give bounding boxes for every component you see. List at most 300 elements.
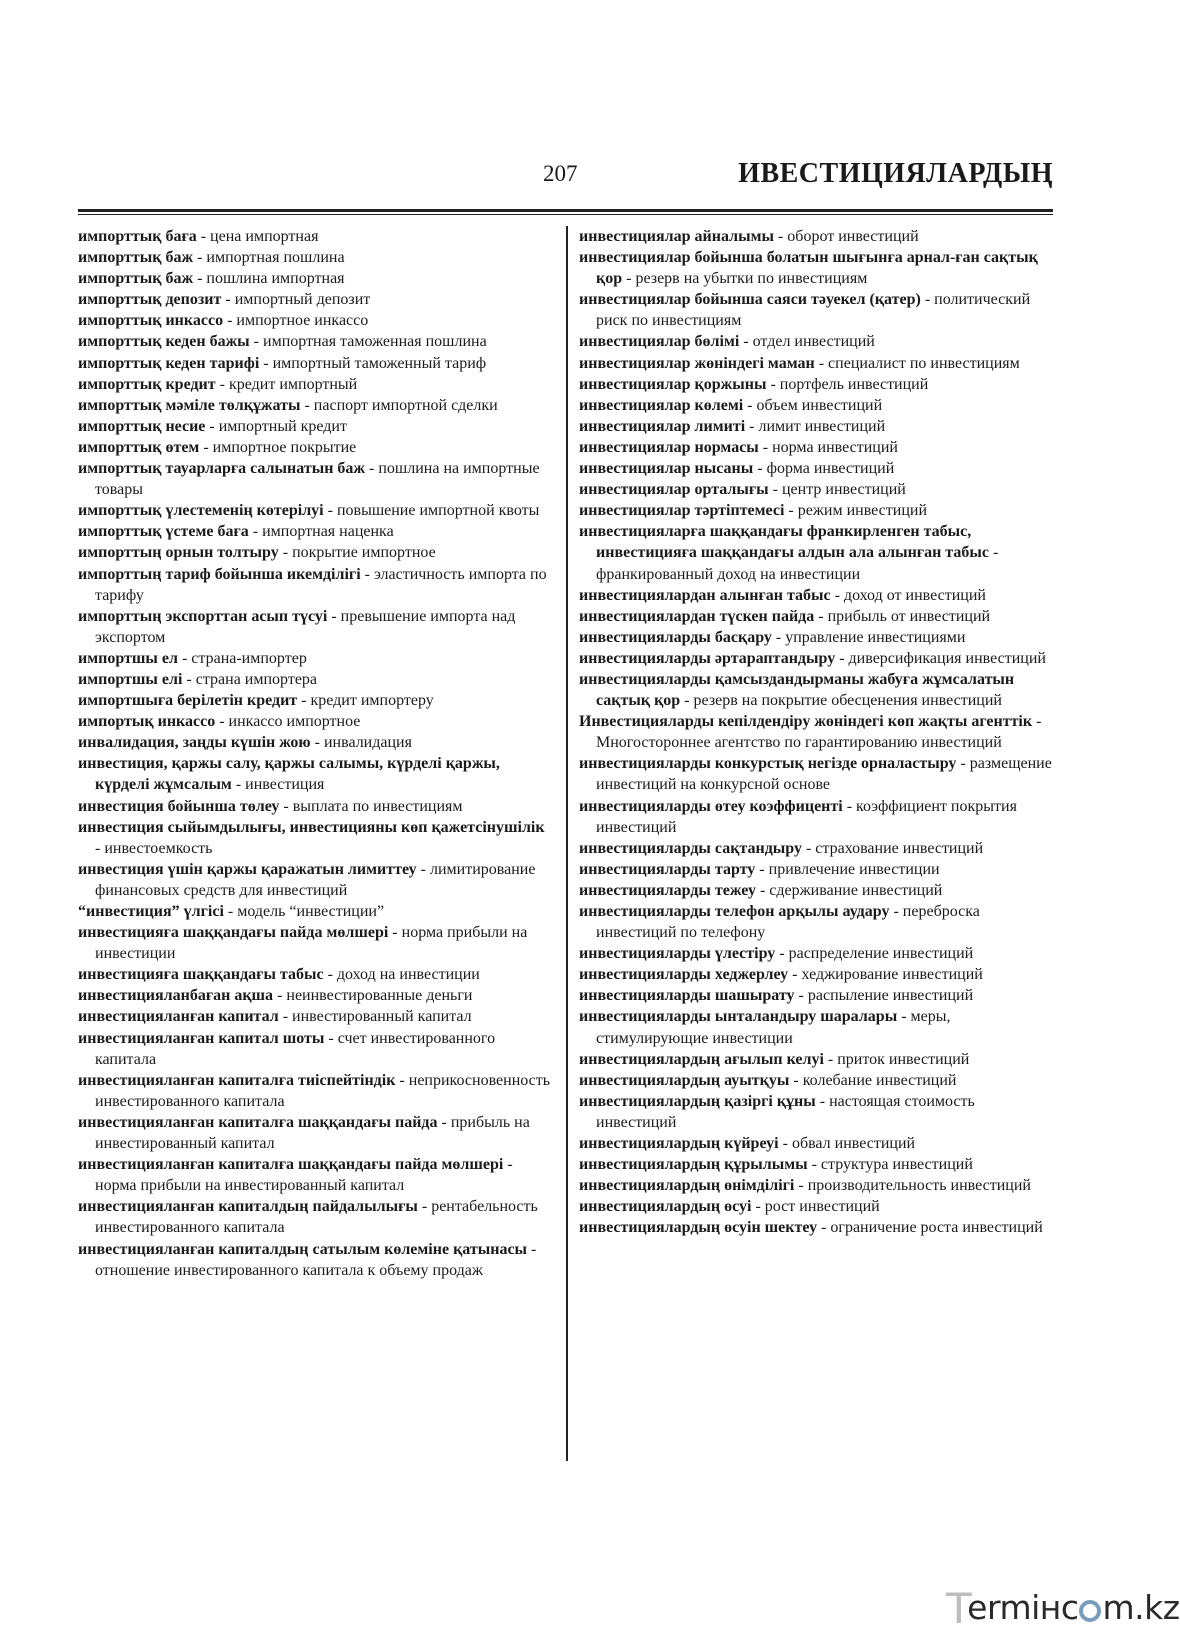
- entry-term: инвестицияларды басқару: [579, 628, 772, 646]
- entry-separator: -: [259, 354, 273, 372]
- dictionary-entry: [579, 479, 1059, 500]
- dictionary-entry: [579, 374, 1059, 395]
- entry-separator: -: [527, 1240, 537, 1258]
- entry-definition: импортная таможенная пошлина: [263, 333, 487, 351]
- dictionary-entry: [579, 1049, 1059, 1070]
- dictionary-entry: [78, 922, 553, 964]
- entry-definition: импортное инкассо: [236, 312, 369, 330]
- dictionary-entry: [78, 732, 553, 753]
- entry-separator: -: [278, 1008, 293, 1026]
- entry-term: инвестицияларды хеджерлеу: [579, 966, 789, 984]
- logo-text-end: m.kz: [1102, 1588, 1180, 1627]
- entry-definition: распределение инвестиций: [788, 945, 974, 963]
- dictionary-entry: [579, 437, 1059, 458]
- entry-definition: резерв на убытки по инвестициям: [635, 270, 868, 288]
- entry-definition: объем инвестиций: [756, 396, 883, 414]
- entry-separator: -: [388, 924, 402, 942]
- entry-definition: повышение импортной квоты: [336, 502, 540, 520]
- entry-term: импортшы елі: [78, 670, 183, 688]
- entry-term: инвестиция сыйымдылығы, инвестицияны көп қажетсінушілік: [78, 818, 545, 836]
- dictionary-entry: [78, 542, 553, 563]
- dictionary-entry: [579, 1154, 1059, 1175]
- entry-definition: кредит импортеру: [310, 692, 434, 710]
- dictionary-entry: [579, 289, 1059, 331]
- entry-separator: -: [775, 945, 789, 963]
- entry-term: инвестиция, қаржы салу, қаржы салымы, күрделі қаржы, күрделі жұмсалым: [78, 755, 500, 794]
- entry-definition: пошлина на импортные товары: [95, 460, 540, 499]
- entry-term: инвестициялар бөлімі: [579, 333, 740, 351]
- entry-term: инвестицияларды сақтандыру: [579, 839, 802, 857]
- entry-separator: -: [743, 396, 757, 414]
- dictionary-entry: [78, 500, 553, 521]
- dictionary-entry: [579, 880, 1059, 901]
- entry-definition: отношение инвестированного капитала к объему продаж: [95, 1261, 483, 1279]
- entry-definition: отдел инвестиций: [752, 333, 875, 351]
- entry-term: импорттық кредит: [78, 375, 216, 393]
- header-rule-thick: [78, 209, 1053, 212]
- entry-definition: выплата по инвестициям: [292, 797, 463, 815]
- dictionary-entry: [579, 1217, 1059, 1238]
- entry-definition: хеджирование инвестиций: [801, 966, 983, 984]
- entry-term: инвестицияланған капиталдың пайдалылығы: [78, 1198, 418, 1216]
- entry-separator: -: [622, 270, 636, 288]
- entry-term: инвестициялар тәртіптемесі: [579, 502, 785, 520]
- entry-term: импортшы ел: [78, 649, 178, 667]
- entry-term: инвестициялар айналымы: [579, 228, 774, 245]
- entry-separator: -: [324, 1029, 338, 1047]
- entry-separator: -: [323, 502, 337, 520]
- entry-definition: портфель инвестиций: [779, 375, 929, 393]
- entry-term: инвестицияланған капиталдың сатылым көлеміне қатынасы: [78, 1240, 528, 1258]
- entry-term: инвестициялар көлемі: [579, 396, 744, 414]
- entry-definition: прибыль от инвестиций: [827, 607, 991, 625]
- entry-separator: -: [323, 966, 337, 984]
- entry-definition: колебание инвестиций: [802, 1071, 957, 1089]
- entry-definition: кредит импортный: [228, 375, 358, 393]
- entry-term: инвестициялардың қазіргі құны: [579, 1092, 816, 1110]
- entry-term: импорттық баж: [78, 249, 194, 267]
- entry-definition: норма прибыли на инвестированный капитал: [95, 1177, 405, 1195]
- entry-separator: -: [794, 987, 808, 1005]
- entry-definition: страхование инвестиций: [815, 839, 984, 857]
- entry-separator: -: [360, 565, 374, 583]
- dictionary-entry: [579, 226, 1059, 247]
- entry-term: инвестиция үшін қаржы қаражатын лимиттеу: [78, 860, 417, 878]
- entry-term: инвестицияланған капиталға тиіспейтіндік: [78, 1071, 396, 1089]
- entry-separator: -: [365, 460, 379, 478]
- entry-separator: -: [788, 966, 802, 984]
- entry-separator: -: [789, 1071, 803, 1089]
- entry-separator: -: [745, 417, 759, 435]
- dictionary-entry: [579, 669, 1059, 711]
- entry-separator: -: [823, 1050, 838, 1068]
- entry-separator: -: [297, 692, 311, 710]
- dictionary-entry: [579, 627, 1059, 648]
- entry-separator: -: [278, 544, 293, 562]
- dictionary-entry: [78, 289, 553, 310]
- entry-separator: -: [784, 502, 798, 520]
- dictionary-entry: [78, 416, 553, 437]
- dictionary-entry: [579, 901, 1059, 943]
- entry-term: инвестициялар бойынша болатын шығынға арнал-ған сақтық қор: [579, 249, 1038, 288]
- entry-definition: переброска инвестиций по телефону: [596, 903, 980, 942]
- entry-separator: -: [758, 438, 773, 456]
- entry-separator: -: [193, 270, 207, 288]
- entry-term: инвестицияларды әртараптандыру: [579, 649, 836, 667]
- entry-definition: сдерживание инвестиций: [769, 881, 943, 899]
- entry-separator: -: [920, 291, 935, 309]
- dictionary-entry: [78, 690, 553, 711]
- dictionary-entry: [78, 753, 553, 795]
- entry-definition: паспорт импортной сделки: [313, 396, 498, 414]
- dictionary-entry: [579, 1070, 1059, 1091]
- dictionary-entry: [78, 711, 553, 732]
- entry-separator: -: [842, 797, 857, 815]
- entry-separator: -: [680, 692, 694, 710]
- dictionary-entry: [78, 964, 553, 985]
- entry-definition: импортная пошлина: [206, 249, 345, 267]
- dictionary-entry: [579, 585, 1059, 606]
- entry-term: инвалидация, заңды күшін жою: [78, 734, 311, 752]
- entry-definition: размещение инвестиций на конкурсной основе: [596, 755, 1052, 794]
- entry-definition: рост инвестиций: [764, 1198, 880, 1216]
- entry-term: инвестициялар нысаны: [579, 460, 754, 478]
- running-head: ИВЕСТИЦИЯЛАРДЫҢ: [738, 158, 1053, 189]
- entry-separator: -: [279, 797, 293, 815]
- entry-definition: ограничение роста инвестиций: [830, 1219, 1043, 1237]
- entry-separator: -: [221, 291, 235, 309]
- entry-term: инвестициялар қоржыны: [579, 375, 767, 393]
- entry-term: инвестицияларды тарту: [579, 860, 756, 878]
- entry-definition: эластичность импорта по тарифу: [95, 565, 547, 604]
- entry-term: импорттық мәміле төлқұжаты: [78, 396, 301, 414]
- entry-separator: -: [773, 228, 788, 245]
- entry-definition: коэффициент покрытия инвестиций: [596, 797, 1017, 836]
- entry-separator: -: [437, 1113, 451, 1131]
- dictionary-entry: [579, 458, 1059, 479]
- entry-separator: -: [310, 734, 324, 752]
- entry-separator: -: [223, 312, 237, 330]
- entry-definition: франкированный доход на инвестиции: [596, 565, 861, 583]
- dictionary-entry: [78, 374, 553, 395]
- dictionary-entry: [579, 606, 1059, 627]
- entry-separator: -: [768, 481, 782, 499]
- entry-term: инвестицияларды конкурстық негізде орналастыру: [579, 755, 957, 773]
- entry-separator: -: [778, 1135, 792, 1153]
- entry-term: инвестициялар жөніндегі маман: [579, 354, 815, 372]
- entry-term: инвестициялардан алынған табыс: [579, 586, 831, 604]
- entry-term: импорттық үлестеменің көтерілуі: [78, 502, 324, 520]
- entry-separator: -: [814, 354, 829, 372]
- entry-definition: доход на инвестиции: [336, 966, 480, 984]
- entry-term: Инвестицияларды кепілдендіру жөніндегі көп жақты агенттік: [579, 713, 1033, 731]
- dictionary-entry: [78, 1196, 553, 1238]
- dictionary-entry: [78, 648, 553, 669]
- entry-definition: приток инвестиций: [837, 1050, 970, 1068]
- entry-term: инвестицияланған капитал шоты: [78, 1029, 325, 1047]
- entry-term: импортшыға берілетін кредит: [78, 692, 298, 710]
- entry-term: инвестициялардың өсуі: [579, 1198, 752, 1216]
- entry-term: инвестициялардың өсуін шектеу: [579, 1219, 818, 1237]
- entry-definition: неприкосновенность инвестированного капитала: [95, 1071, 551, 1110]
- entry-definition: инвестированный капитал: [292, 1008, 472, 1026]
- entry-term: инвестицияланған капитал: [78, 1008, 279, 1026]
- entry-term: инвестицияларды қамсыздандырманы жабуға жұмсалатын сақтық қор: [579, 670, 1015, 710]
- entry-term: инвестицияларға шаққандағы франкирленген табыс, инвестицияға шаққандағы алдын ала алынған табыс: [579, 523, 989, 562]
- entry-definition: меры, стимулирующие инвестиции: [596, 1008, 951, 1047]
- entry-separator: -: [182, 670, 196, 688]
- entry-definition: инвестоемкость: [104, 839, 213, 857]
- entry-separator: -: [416, 860, 430, 878]
- entry-definition: рентабельность инвестированного капитала: [95, 1198, 538, 1237]
- entry-separator: -: [739, 333, 753, 351]
- dictionary-entry: [78, 985, 553, 1006]
- entry-term: импорттық өтем: [78, 438, 200, 456]
- entry-definition: покрытие импортное: [292, 544, 436, 562]
- entry-separator: -: [956, 755, 970, 773]
- entry-term: импорттық кеден тарифі: [78, 354, 260, 372]
- dictionary-entry: [579, 859, 1059, 880]
- entry-definition: неинвестированные деньги: [286, 987, 473, 1005]
- logo-t-letter: T: [946, 1584, 972, 1633]
- entry-separator: -: [889, 903, 903, 920]
- entry-definition: доход от инвестиций: [843, 586, 986, 604]
- entry-separator: -: [835, 649, 849, 667]
- entry-separator: -: [205, 417, 219, 435]
- entry-separator: -: [753, 460, 767, 478]
- dictionary-entry: [579, 395, 1059, 416]
- dictionary-entry: [78, 395, 553, 416]
- entry-separator: -: [755, 881, 770, 899]
- entry-definition: импортный таможенный тариф: [272, 354, 487, 372]
- dictionary-entry: [579, 1006, 1059, 1048]
- dictionary-entry: [579, 985, 1059, 1006]
- entry-separator: -: [193, 249, 207, 267]
- entry-separator: -: [988, 544, 999, 562]
- entry-separator: -: [95, 839, 105, 857]
- entry-definition: импортный кредит: [218, 417, 347, 435]
- dictionary-entry: [579, 796, 1059, 838]
- dictionary-entry: [579, 1091, 1059, 1133]
- entry-definition: лимитирование финансовых средств для инвестиций: [95, 860, 536, 899]
- entry-definition: инвалидация: [323, 734, 412, 752]
- entry-term: импорттық баға: [78, 228, 197, 245]
- dictionary-entry: [579, 648, 1059, 669]
- entry-separator: -: [766, 375, 780, 393]
- dictionary-entry: [579, 711, 1059, 753]
- entry-term: импорттық инкассо: [78, 312, 224, 330]
- entry-separator: -: [817, 1219, 831, 1237]
- logo-text-middle: ermінc: [967, 1588, 1079, 1627]
- entry-definition: режим инвестиций: [797, 502, 928, 520]
- entry-separator: -: [417, 1198, 432, 1216]
- dictionary-entry: [78, 521, 553, 542]
- dictionary-entry: [78, 226, 553, 247]
- entry-separator: -: [814, 607, 828, 625]
- dictionary-entry: [78, 331, 553, 352]
- entry-term: инвестициялар бойынша саяси тәуекел (қатер): [579, 291, 921, 309]
- entry-term: инвестицияларды телефон арқылы аудару: [579, 903, 890, 920]
- entry-definition: форма инвестиций: [766, 460, 895, 478]
- dictionary-entry: [579, 521, 1059, 584]
- entry-separator: -: [751, 1198, 765, 1216]
- dictionary-entry: [579, 247, 1059, 289]
- entry-separator: -: [231, 776, 246, 794]
- dictionary-entry: [579, 943, 1059, 964]
- entry-term: инвестицияланған капиталға шаққандағы пайда мөлшері: [78, 1156, 504, 1174]
- entry-definition: модель “инвестиции”: [237, 903, 385, 920]
- entry-term: инвестицияға шаққандағы табыс: [78, 966, 324, 984]
- dictionary-entry: [78, 606, 553, 648]
- entry-separator: -: [830, 586, 844, 604]
- dictionary-entry: [579, 1175, 1059, 1196]
- entry-term: инвестициялардың ағылып келуі: [579, 1050, 824, 1068]
- dictionary-entry: [78, 1154, 553, 1196]
- dictionary-entry: [579, 753, 1059, 795]
- entry-separator: -: [771, 628, 786, 646]
- entry-definition: распыление инвестиций: [807, 987, 974, 1005]
- dictionary-entry: [78, 817, 553, 859]
- entry-separator: -: [215, 375, 229, 393]
- header-rule-thin: [78, 214, 1053, 215]
- dictionary-entry: [78, 353, 553, 374]
- entry-definition: импортная наценка: [262, 523, 394, 541]
- entry-term: инвестицияға шаққандағы пайда мөлшері: [78, 924, 389, 942]
- dictionary-entry: [78, 1112, 553, 1154]
- dictionary-entry: [579, 500, 1059, 521]
- entry-term: импорттық баж: [78, 270, 194, 288]
- entry-separator: -: [249, 333, 263, 351]
- entry-term: инвестицияларды ынталандыру шаралары: [579, 1008, 898, 1026]
- entry-definition: цена импортная: [210, 228, 319, 245]
- entry-separator: -: [223, 903, 238, 920]
- dictionary-entry: [78, 1070, 553, 1112]
- entry-definition: оборот инвестиций: [787, 228, 919, 245]
- entry-separator: -: [196, 228, 211, 245]
- entry-separator: -: [503, 1156, 513, 1174]
- entry-definition: превышение импорта над экспортом: [95, 607, 516, 646]
- entry-term: инвестицияларды үлестіру: [579, 945, 776, 963]
- dictionary-entry: [78, 901, 553, 922]
- entry-separator: -: [395, 1071, 409, 1089]
- entry-separator: -: [801, 839, 816, 857]
- entry-term: инвестициялардан түскен пайда: [579, 607, 815, 625]
- dictionary-entry: [579, 838, 1059, 859]
- entry-definition: инкассо импортное: [228, 713, 361, 731]
- termincom-logo[interactable]: [946, 1584, 1180, 1633]
- dictionary-entry: [78, 437, 553, 458]
- dictionary-entry: [78, 1239, 553, 1281]
- entry-definition: специалист по инвестициям: [828, 354, 1020, 372]
- entry-term: инвестициялар лимиті: [579, 417, 746, 435]
- dictionary-entry: [78, 1006, 553, 1027]
- entry-term: инвестициялар нормасы: [579, 438, 759, 456]
- entry-separator: -: [273, 987, 287, 1005]
- entry-definition: счет инвестированного капитала: [95, 1029, 496, 1068]
- dictionary-entry: [78, 247, 553, 268]
- entry-term: инвестициялардың құрылымы: [579, 1156, 808, 1174]
- entry-separator: -: [1032, 713, 1042, 731]
- dictionary-entry: [579, 1196, 1059, 1217]
- entry-definition: управление инвестициями: [785, 628, 966, 646]
- entry-definition: центр инвестиций: [781, 481, 906, 499]
- entry-separator: -: [794, 1177, 808, 1195]
- entry-term: инвестиция бойынша төлеу: [78, 797, 280, 815]
- entry-separator: -: [177, 649, 192, 667]
- dictionary-entry: [579, 964, 1059, 985]
- dictionary-entry: [78, 859, 553, 901]
- entry-term: инвестициялардың өнімділігі: [579, 1177, 795, 1195]
- entry-definition: настоящая стоимость инвестиций: [596, 1092, 975, 1131]
- logo-o-ring-icon: [1079, 1600, 1101, 1622]
- entry-term: инвестицияланбаған ақша: [78, 987, 274, 1005]
- entry-separator: -: [199, 438, 213, 456]
- entry-term: импорттың экспорттан асып түсуі: [78, 607, 328, 625]
- entry-term: импорттық тауарларға салынатын баж: [78, 460, 366, 478]
- entry-definition: обвал инвестиций: [791, 1135, 916, 1153]
- entry-definition: импортный депозит: [234, 291, 371, 309]
- entry-term: инвестицияларды шашырату: [579, 987, 795, 1005]
- column-divider: [566, 226, 568, 1461]
- entry-definition: норма инвестиций: [772, 438, 898, 456]
- entry-term: импорттық үстеме баға: [78, 523, 249, 541]
- dictionary-entry: [579, 353, 1059, 374]
- entry-definition: привлечение инвестиции: [768, 860, 940, 878]
- dictionary-entry: [579, 331, 1059, 352]
- entry-definition: структура инвестиций: [820, 1156, 973, 1174]
- entry-separator: -: [897, 1008, 911, 1026]
- entry-definition: прибыль на инвестированный капитал: [95, 1113, 530, 1153]
- right-column: [579, 226, 1059, 1239]
- entry-term: импорттың тариф бойынша икемділігі: [78, 565, 361, 583]
- entry-term: импорттың орнын толтыру: [78, 544, 279, 562]
- dictionary-entry: [579, 1133, 1059, 1154]
- entry-definition: лимит инвестиций: [758, 417, 886, 435]
- entry-definition: диверсификация инвестиций: [848, 649, 1046, 667]
- entry-term: импортық инкассо: [78, 713, 216, 731]
- entry-separator: -: [815, 1092, 830, 1110]
- entry-term: импорттық несие: [78, 417, 206, 435]
- entry-term: инвестициялар орталығы: [579, 481, 769, 499]
- entry-term: инвестициялардың ауытқуы: [579, 1071, 790, 1089]
- dictionary-entry: [78, 310, 553, 331]
- entry-definition: страна-импортер: [191, 649, 307, 667]
- entry-definition: Многостороннее агентство по гарантированию инвестиций: [596, 734, 1002, 752]
- entry-term: инвестицияланған капиталға шаққандағы пайда: [78, 1113, 438, 1131]
- page-number: 207: [543, 161, 578, 186]
- entry-separator: -: [755, 860, 769, 878]
- entry-term: импорттық депозит: [78, 291, 222, 309]
- dictionary-entry: [78, 268, 553, 289]
- dictionary-entry: [78, 796, 553, 817]
- entry-definition: производительность инвестиций: [807, 1177, 1031, 1195]
- entry-term: импорттық кеден бажы: [78, 333, 250, 351]
- entry-term: инвестицияларды өтеу коэффиценті: [579, 797, 843, 815]
- entry-separator: -: [248, 523, 263, 541]
- entry-separator: -: [215, 713, 229, 731]
- dictionary-entry: [78, 564, 553, 606]
- entry-definition: пошлина импортная: [206, 270, 345, 288]
- dictionary-entry: [78, 458, 553, 500]
- entry-separator: -: [807, 1156, 821, 1174]
- entry-definition: резерв на покрытие обесценения инвестиций: [693, 692, 1002, 710]
- entry-term: инвестицияларды тежеу: [579, 881, 756, 899]
- entry-definition: инвестиция: [245, 776, 325, 794]
- left-column: [78, 226, 553, 1281]
- dictionary-entry: [579, 416, 1059, 437]
- logo-wordmark: [946, 1584, 1180, 1633]
- entry-term: “инвестиция” үлгісі: [78, 903, 224, 920]
